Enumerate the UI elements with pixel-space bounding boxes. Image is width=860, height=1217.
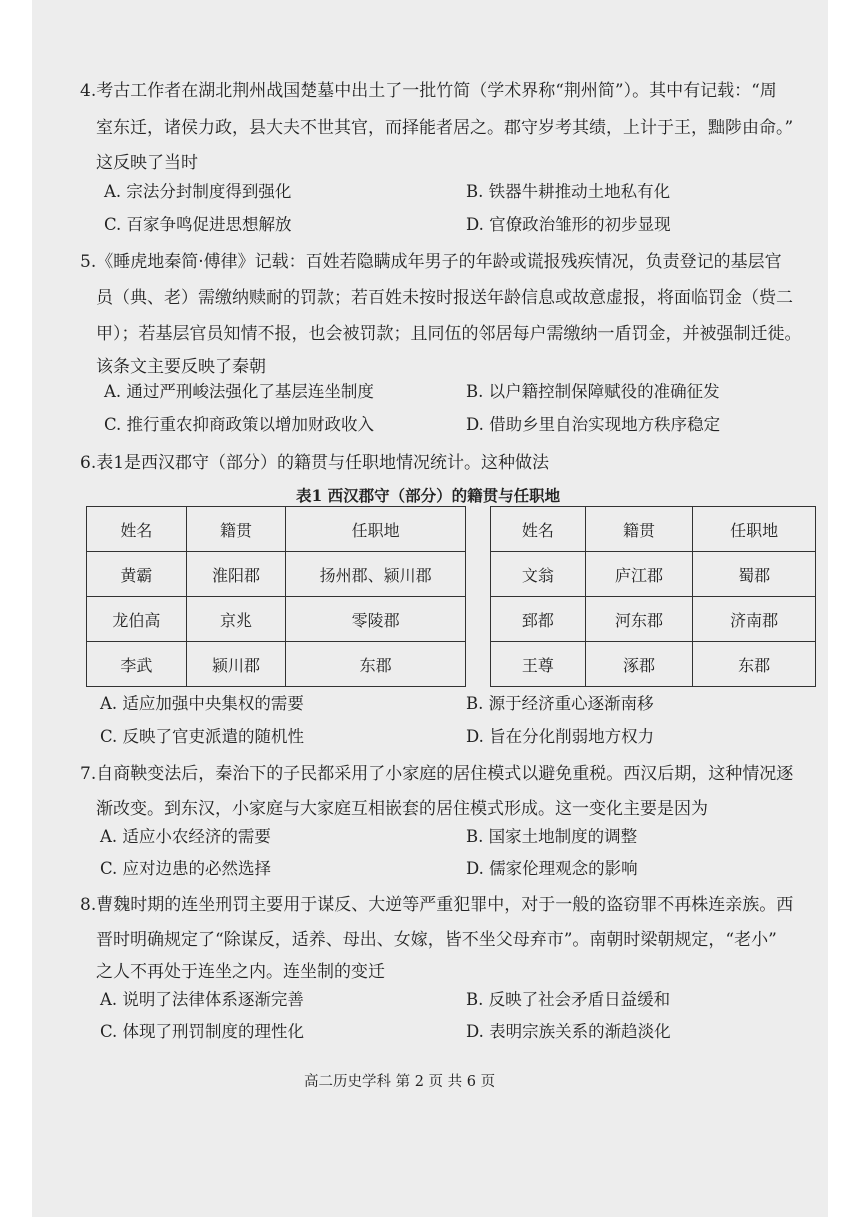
table-row xyxy=(87,642,466,687)
header-origin: 籍贯 xyxy=(585,507,693,552)
q8-stem-line-3: 之人不再处于连坐之内。连坐制的变迁 xyxy=(96,962,385,982)
q7-option-d: D. 儒家伦理观念的影响 xyxy=(466,859,638,878)
q5-option-c: C. 推行重农抑商政策以增加财政收入 xyxy=(104,415,375,434)
cell-name: 郅都 xyxy=(491,597,586,642)
q5-option-b: B. 以户籍控制保障赋役的准确征发 xyxy=(466,382,720,401)
cell-name: 李武 xyxy=(87,642,187,687)
header-origin: 籍贯 xyxy=(186,507,286,552)
header-name: 姓名 xyxy=(491,507,586,552)
q7-stem-line-1: 7.自商鞅变法后，秦治下的子民都采用了小家庭的居住模式以避免重税。西汉后期，这种情况逐 xyxy=(80,764,794,784)
table-row xyxy=(491,552,816,597)
q6-option-a: A. 适应加强中央集权的需要 xyxy=(100,694,304,713)
q4-option-a: A. 宗法分封制度得到强化 xyxy=(104,182,292,201)
q8-option-c: C. 体现了刑罚制度的理性化 xyxy=(100,1022,305,1041)
cell-origin: 颍川郡 xyxy=(186,642,286,687)
table-row xyxy=(491,642,816,687)
cell-post: 济南郡 xyxy=(693,597,816,642)
cell-post: 东郡 xyxy=(286,642,466,687)
q8-option-b: B. 反映了社会矛盾日益缓和 xyxy=(466,990,671,1009)
cell-origin: 河东郡 xyxy=(585,597,693,642)
table-row xyxy=(87,552,466,597)
q6-stem: 6.表1是西汉郡守（部分）的籍贯与任职地情况统计。这种做法 xyxy=(80,453,550,473)
q4-stem-line-3: 这反映了当时 xyxy=(96,153,198,173)
q8-stem-line-2: 晋时明确规定了“除谋反，适养、母出、女嫁，皆不坐父母弃市”。南朝时梁朝规定，“老小” xyxy=(96,930,777,950)
q8-option-a: A. 说明了法律体系逐渐完善 xyxy=(100,990,304,1009)
q6-option-b: B. 源于经济重心逐渐南移 xyxy=(466,694,654,713)
q7-option-b: B. 国家土地制度的调整 xyxy=(466,827,638,846)
table-caption: 表1 西汉郡守（部分）的籍贯与任职地 xyxy=(296,486,561,505)
q7-option-c: C. 应对边患的必然选择 xyxy=(100,859,272,878)
cell-origin: 庐江郡 xyxy=(585,552,693,597)
header-post: 任职地 xyxy=(286,507,466,552)
header-post: 任职地 xyxy=(693,507,816,552)
q4-stem-line-1: 4.考古工作者在湖北荆州战国楚墓中出土了一批竹简（学术界称“荆州简”）。其中有记载：“周 xyxy=(80,81,777,101)
q6-option-c: C. 反映了官吏派遣的随机性 xyxy=(100,727,305,746)
q4-option-c: C. 百家争鸣促进思想解放 xyxy=(104,215,292,234)
q5-stem-line-3: 甲）；若基层官员知情不报，也会被罚款；且同伍的邻居每户需缴纳一盾罚金，并被强制迁徙。 xyxy=(96,324,802,344)
q4-option-b: B. 铁器牛耕推动土地私有化 xyxy=(466,182,671,201)
cell-name: 文翁 xyxy=(491,552,586,597)
cell-origin: 淮阳郡 xyxy=(186,552,286,597)
cell-post: 扬州郡、颍川郡 xyxy=(286,552,466,597)
table-left xyxy=(86,506,466,687)
q8-option-d: D. 表明宗族关系的渐趋淡化 xyxy=(466,1022,671,1041)
table-right xyxy=(490,506,816,687)
table-header-row xyxy=(87,507,466,552)
cell-name: 龙伯高 xyxy=(87,597,187,642)
page-footer: 高二历史学科 第 2 页 共 6 页 xyxy=(304,1074,496,1090)
cell-name: 黄霸 xyxy=(87,552,187,597)
q5-stem-line-2: 员（典、老）需缴纳赎耐的罚款；若百姓未按时报送年龄信息或故意虚报，将面临罚金（赀二 xyxy=(96,288,793,308)
q4-stem-line-2: 室东迁，诸侯力政，县大夫不世其官，而择能者居之。郡守岁考其绩，上计于王，黜陟由命。” xyxy=(96,118,794,138)
q5-option-a: A. 通过严刑峻法强化了基层连坐制度 xyxy=(104,382,374,401)
q5-option-d: D. 借助乡里自治实现地方秩序稳定 xyxy=(466,415,721,434)
q7-stem-line-2: 渐改变。到东汉，小家庭与大家庭互相嵌套的居住模式形成。这一变化主要是因为 xyxy=(96,799,708,819)
q5-stem-line-1: 5.《睡虎地秦简·傅律》记载：百姓若隐瞒成年男子的年龄或谎报残疾情况，负责登记的基层官 xyxy=(80,252,782,272)
cell-origin: 京兆 xyxy=(186,597,286,642)
cell-origin: 涿郡 xyxy=(585,642,693,687)
q4-option-d: D. 官僚政治雏形的初步显现 xyxy=(466,215,671,234)
cell-name: 王尊 xyxy=(491,642,586,687)
q5-stem-line-4: 该条文主要反映了秦朝 xyxy=(96,357,266,377)
table-header-row xyxy=(491,507,816,552)
q7-option-a: A. 适应小农经济的需要 xyxy=(100,827,271,846)
header-name: 姓名 xyxy=(87,507,187,552)
cell-post: 零陵郡 xyxy=(286,597,466,642)
table-row xyxy=(87,597,466,642)
table-row xyxy=(491,597,816,642)
q8-stem-line-1: 8.曹魏时期的连坐刑罚主要用于谋反、大逆等严重犯罪中，对于一般的盗窃罪不再株连亲族。西 xyxy=(80,895,794,915)
cell-post: 东郡 xyxy=(693,642,816,687)
cell-post: 蜀郡 xyxy=(693,552,816,597)
q6-option-d: D. 旨在分化削弱地方权力 xyxy=(466,727,655,746)
